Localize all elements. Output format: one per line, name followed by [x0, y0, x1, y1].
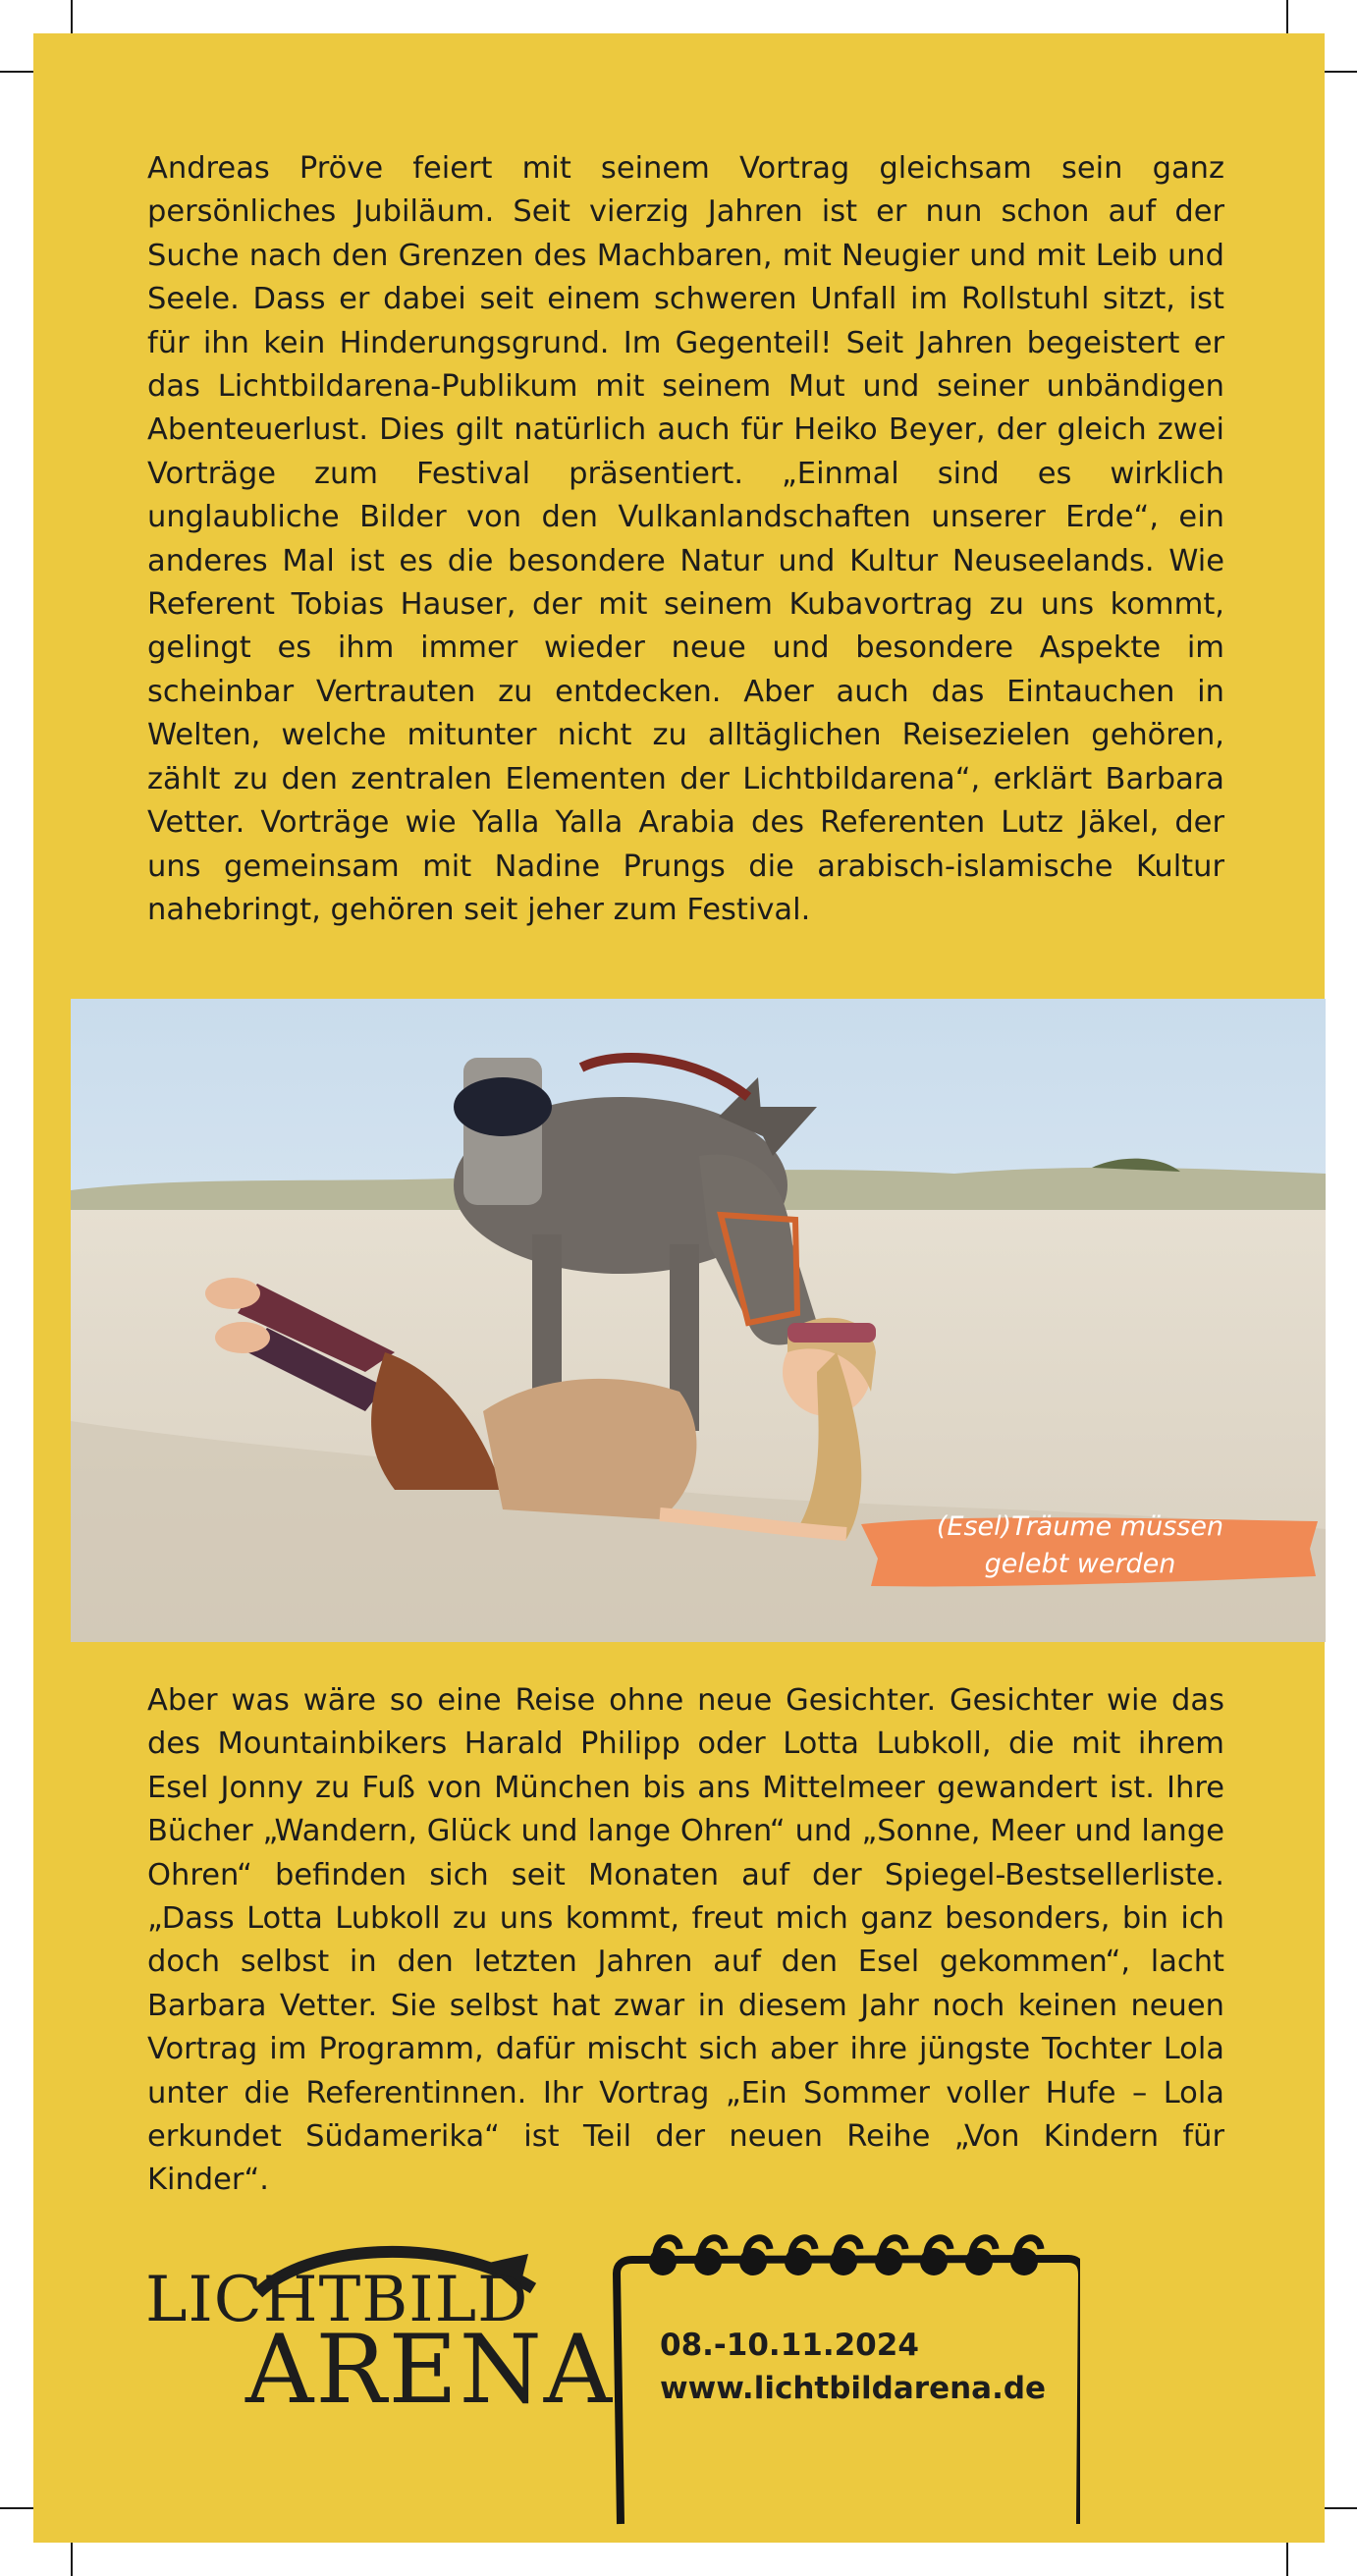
photo-caption [898, 1508, 1262, 1583]
logo-text-line-2: ARENA [245, 2315, 615, 2425]
crop-mark [1325, 2507, 1357, 2509]
article-paragraph-2: Aber was wäre so eine Reise ohne neue Gesichter. Gesichter wie das des Mountainbikers Harald Philipp oder Lotta Lubkoll, die mit ihrem Esel Jonny zu Fuß von München bis ans Mittelmeer gewandert ist. Ihre Bücher „Wandern, Glück und lange Ohren“ und „Sonne, Meer und lange Ohren“ befinden sich seit Monaten auf der Spiegel-Bestsellerliste. „Dass Lotta Lubkoll zu uns kommt, freut mich ganz besonders, bin ich doch selbst in den letzten Jahren auf den Esel gekommen“, lacht Barbara Vetter. Sie selbst hat zwar in diesem Jahr noch keinen neuen Vortrag im Programm, dafür mischt sich aber ihre jüngste Tochter Lola unter die Referentinnen. Ihr Vortrag „Ein Sommer voller Hufe – Lola erkundet Südamerika“ ist Teil der neuen Reihe „Von Kindern für Kinder“. [147, 1683, 1224, 2198]
photo-caption-line-1: (Esel)Träume müssen [936, 1511, 1224, 1542]
notepad-rings [649, 2248, 1038, 2275]
lichtbild-arena-logo [145, 2234, 615, 2425]
crop-mark [0, 71, 33, 73]
crop-mark [1325, 71, 1357, 73]
crop-mark [1286, 2543, 1288, 2576]
event-date: 08.-10.11.2024 [660, 2328, 919, 2363]
photo-caption-line-2: gelebt werden [984, 1549, 1176, 1579]
logo-text-line-1: LICHTBILD [145, 2264, 529, 2336]
crop-mark [71, 0, 73, 33]
website-link[interactable]: www.lichtbildarena.de [660, 2371, 1047, 2406]
article-paragraph-1: Andreas Pröve feiert mit seinem Vortrag gleichsam sein ganz persönliches Jubiläum. Seit vierzig Jahren ist er nun schon auf der Suche nach den Grenzen des Machbaren, mit Neugier und mit Leib und Seele. Dass er dabei seit einem schweren Unfall im Rollstuhl sitzt, ist für ihn kein Hinderungsgrund. Im Gegenteil! Seit Jahren begeistert er das Lichtbildarena-Publikum mit seinem Mut und seiner unbändigen Abenteuerlust. Dies gilt natürlich auch für Heiko Beyer, der gleich zwei Vorträge zum Festival präsentiert. „Einmal sind es wirklich unglaubliche Bilder von den Vulkanlandschaften unserer Erde“, ein anderes Mal ist es die besondere Natur und Kultur Neuseelands. Wie Referent Tobias Hauser, der mit seinem Kubavortrag zu uns kommt, gelingt es ihm immer wieder neue und besondere Aspekte im scheinbar Vertrauten zu entdecken. Aber auch das Eintauchen in Welten, welche mitunter nicht zu alltäglichen Reisezielen gehören, zählt zu den zentralen Elementen der Lichtbildarena“, erklärt Barbara Vetter. Vorträge wie Yalla Yalla Arabia des Referenten Lutz Jäkel, der uns gemeinsam mit Nadine Prungs die arabisch-islamische Kultur nahebringt, gehören seit jeher zum Festival. [147, 151, 1224, 927]
crop-mark [71, 2543, 73, 2576]
crop-mark [0, 2507, 33, 2509]
crop-mark [1286, 0, 1288, 33]
